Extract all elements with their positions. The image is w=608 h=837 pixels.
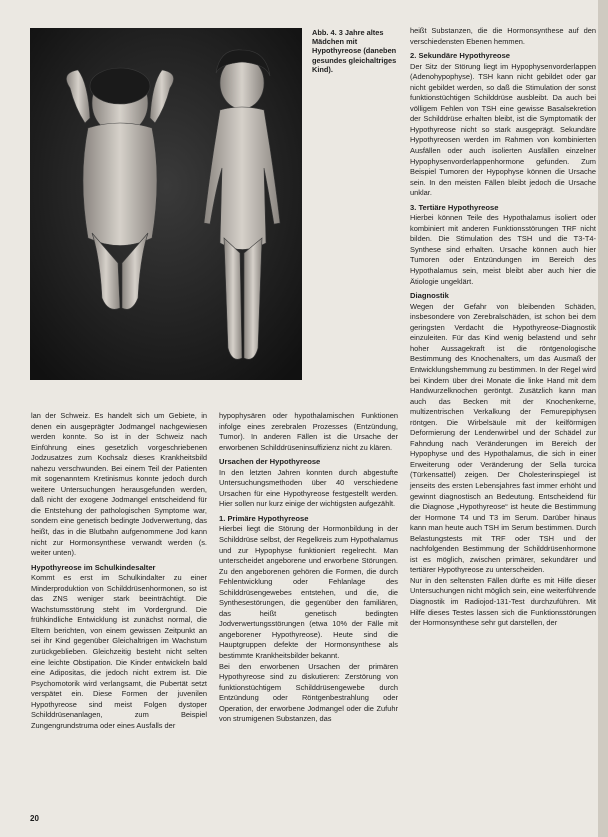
paragraph: Hierbei können Teile des Hypothalamus isoliert oder kombiniert mit anderen Funktionsstörungen TRF nicht bilden. Die Stimulation des TSH und die T3-T4-Synthese sind erhalten. Ursache können auch hier Tumoren oder Entzündungen im Bereich des Hypothalamus sein, meist bleibt aber auch hier die Ätiologie ungeklärt.: [410, 213, 596, 286]
paragraph: heißt Substanzen, die die Hormonsynthese auf den verschiedensten Ebenen hemmen.: [410, 26, 596, 46]
section-heading: Ursachen der Hypothyreose: [219, 457, 321, 467]
section-heading: Hypothyreose im Schulkindesalter: [31, 562, 156, 572]
column-middle: [219, 411, 398, 725]
section-heading: Diagnostik: [410, 291, 449, 301]
column-right: [410, 26, 596, 629]
paragraph: hypophysären oder hypothalamischen Funktionen infolge eines zerebralen Prozesses (Entzündung, Tumor). In anderen Fällen ist die Ursache der erworbenen Schilddrüseninsuffizienz nicht zu klären.: [219, 411, 398, 452]
paragraph: lan der Schweiz. Es handelt sich um Gebiete, in denen ein ausgeprägter Jodmangel nachgewiesen werden konnte. So ist in der Schweiz nach Einführung eines gesetzlich vorgeschriebenen Jodzusatzes zum Kochsalz dieses Krankheitsbild nahezu verschwunden. Bei einem Teil der Patienten mit sogenanntem Kretinismus konnte jedoch durch weitere Untersuchungen herausgefunden werden, daß nicht der exogene Jodmangel entscheidend für die Entstehung der pathologischen Symptome war, sondern eine genetisch bedingte Jodverwertung, das heißt, das in die Blutbahn aufgenommene Jod kann nicht zur Hormonsynthese verwandt werden (s. weiter unten).: [31, 411, 207, 558]
paragraph: Nur in den seltensten Fällen dürfte es mit Hilfe dieser Untersuchungen nicht möglich sein, eine weiterführende Diagnostik im Radiojod-131-Test durchzuführen. Mit Hilfe dieses Testes lassen sich die Funktionsstörungen der Hormonsynthese sehr gut darstellen, der: [410, 575, 596, 628]
paragraph: Hierbei liegt die Störung der Hormonbildung in der Schilddrüse selbst, der Regelkreis zum Hypothalamus und zur Hypophyse funktioniert regelrecht. Man unterscheidet angeborene und erworbene Störungen. Zu den angeborenen gehören die Formen, die durch Fehlentwicklung oder Fehlanlage des Schilddrüsengewebes entstehen, und die, die Synthesestörungen, die gegenüber den familiären, das heißt genetisch bedingten Jodverwertungsstörungen (etwa 10% der Fälle mit angeborener Hypothyreose). Heute sind die Hauptgruppen defekte der Hormonsynthese als bestimmte Krankheitsbilder bekannt.: [219, 524, 398, 661]
column-left: [31, 411, 207, 731]
page-number: 20: [30, 814, 39, 823]
photo-illustration: [30, 28, 302, 380]
paragraph: In den letzten Jahren konnten durch abgestufte Untersuchungsmethoden über 40 verschiedene Ursachen für eine Hypothyreose festgestellt werden. Hier sollen nur kurz einige der wichtigsten aufgezählt.: [219, 467, 398, 509]
paragraph: Der Sitz der Störung liegt im Hypophysenvorderlappen (Adenohypophyse). TSH kann nicht gebildet oder gar nicht gebildet werden, so daß die Stimulation der sonst funktionstüchtigen Schilddrüse ausbleibt. Da auch bei völligem Fehlen von TSH eine gewisse Basalsekretion der Schilddrüse erhalten bleibt, ist die Symptomatik der Hypothyreose nicht so stark ausgeprägt. Sekundäre Hypothyreosen werden im Rahmen von kombinierten Ausfällen oder auch isolierten Ausfällen einzelner Hypophysenvorderlappenhormone gefunden. Zum Beispiel Tumoren der Hypophyse können die Ursache sein. In den meisten Fällen bleibt jedoch die Ursache unklar.: [410, 61, 596, 198]
paragraph: Kommt es erst im Schulkindalter zu einer Minderproduktion von Schilddrüsenhormonen, so ist das ZNS weniger stark beeinträchtigt. Die Wachstumsstörung steht im Vordergrund. Die frühkindliche Entwicklung ist zunächst normal, die Eltern berichten, von einem gewissen Zeitpunkt an sei ihr Kind gegenüber Gleichaltrigen im Wachstum zurückgeblieben. Gleichzeitig besteht nicht selten eine leichte Obstipation. Die Kinder entwickeln bald eine Adipositas, die jedoch nicht extrem ist. Die Psychomotorik wird verlangsamt, die Pubertät setzt verspätet ein. Diese Formen der juvenilen Hypothyreose sind meist Folgen dystoper Schilddrüsenanlagen, zum Beispiel Zungengrundstruma oder eines Ausfalls der: [31, 573, 207, 730]
paragraph: Wegen der Gefahr von bleibenden Schäden, insbesondere von Zerebralschäden, ist schon bei dem geringsten Verdacht die Hypothyreose-Diagnostik einzuleiten. Für das Kind wenig belastend und sehr hoher Aussagekraft ist die röntgenologische Bestimmung des Knochenalters, um das Ausmaß der Entwicklungshemmung zu bestimmen. In der Regel wird bei Kindern über drei Monate die linke Hand mit dem Handwurzelknochen geröntgt. Zusätzlich kann man auch das Becken mit der Knochenkerne, multizentrischen Verkalkung der Femurepiphysen röntgen. Die Wirbelsäule mit der keilförmigen Deformierung der Lendenwirbel und der Schädel zur Fahndung nach Veränderungen im Bereich der Hypophyse und des Hypothalamus, die sich in einer Erweiterung oder Veränderung der Sella turcica (Türkensattel) zeigen. Der Cholesterinspiegel ist jenseits des ersten Lebensjahres fast immer erhöht und gewinnt diagnostisch an Bedeutung. Entscheidend für die Diagnose „Hypothyreose“ ist heute die Bestimmung der Hormone T4 und T3 im Serum. Darüber hinaus kann man heute auch TSH im Serum bestimmen. Durch Belastungstests mit TRF oder TSH und der nachfolgenden Bestimmung der Schilddrüsenhormone ist es möglich, zwischen primärer, sekundärer und tertiärer Hypothyreose zu unterscheiden.: [410, 301, 596, 575]
photo-caption: Abb. 4. 3 Jahre altes Mädchen mit Hypothyreose (daneben gesundes gleichaltriges Kind).: [312, 28, 397, 74]
section-heading: 1. Primäre Hypothyreose: [219, 513, 309, 523]
photo-two-children: [30, 28, 302, 380]
section-heading: 2. Sekundäre Hypothyreose: [410, 51, 511, 61]
page-edge-shadow: [598, 0, 608, 837]
paragraph: Bei den erworbenen Ursachen der primären Hypothyreose sind zu diskutieren: Zerstörung von funktionstüchtigem Schilddrüsengewebe durch Entzündung oder Röntgenbestrahlung oder Operation, der erworbene Jodmangel oder die Zufuhr von strumigenen Substanzen, das: [219, 661, 398, 724]
section-heading: 3. Tertiäre Hypothyreose: [410, 202, 499, 212]
